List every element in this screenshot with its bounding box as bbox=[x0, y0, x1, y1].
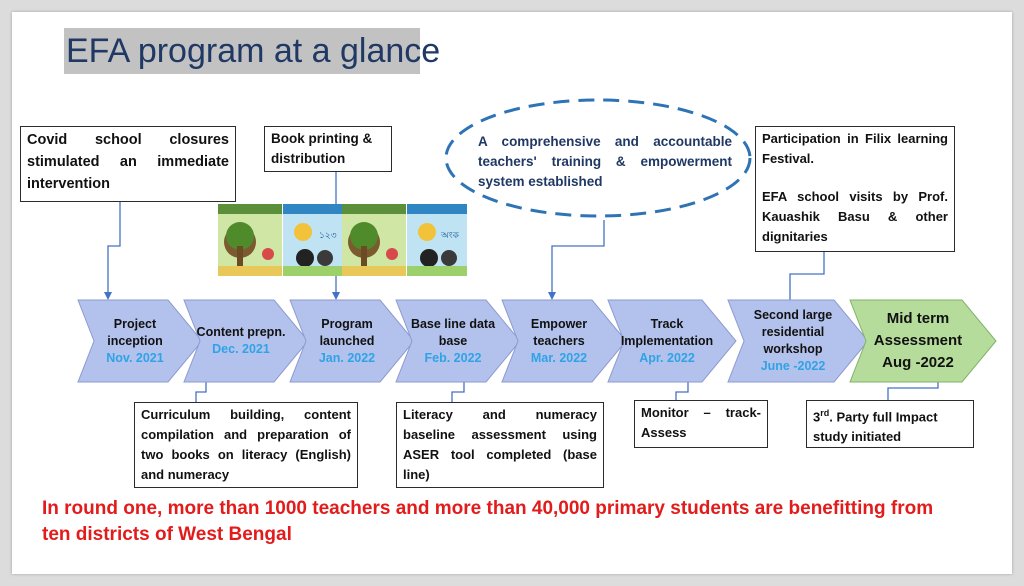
book-cover-english bbox=[342, 204, 406, 276]
note-book-printing: Book printing & distribution bbox=[264, 126, 392, 172]
phase-name: Second large residential workshop bbox=[753, 308, 833, 356]
phase-date: Nov. 2021 bbox=[106, 350, 164, 365]
note-festival: Participation in Filix learning Festival. bbox=[762, 131, 948, 166]
phase-date: June -2022 bbox=[760, 359, 826, 373]
note-teacher-training: A comprehensive and accountable teachers' training & empowerment system established bbox=[478, 134, 732, 189]
phase-label-2 bbox=[196, 324, 286, 358]
note-impact-study-ordinal: 3 bbox=[813, 409, 821, 425]
book-cover-english bbox=[218, 204, 282, 276]
note-curriculum: Curriculum building, content compilation and preparation of two books on literacy (English) and numeracy bbox=[134, 402, 358, 488]
phase-date: Jan. 2022 bbox=[318, 350, 376, 365]
note-covid-closures: Covid school closures stimulated an immediate intervention bbox=[20, 126, 236, 202]
phase-label-6 bbox=[620, 316, 714, 367]
phase-name: Empower teachers bbox=[530, 316, 588, 348]
note-festival-visits bbox=[755, 126, 955, 252]
phase-name: Project inception bbox=[107, 316, 163, 348]
phase-date: Aug -2022 bbox=[882, 354, 954, 371]
book-cover-numeracy bbox=[407, 204, 467, 276]
phase-name: Content prepn. bbox=[196, 325, 286, 339]
svg-text:অংক: অংক bbox=[441, 230, 459, 240]
note-school-visits: EFA school visits by Prof. Kauashik Basu & other dignitaries bbox=[762, 189, 948, 244]
footer-note: In round one, more than 1000 teachers and more than 40,000 primary students are benefitting from ten districts of West Bengal bbox=[42, 498, 934, 545]
book-covers bbox=[218, 204, 467, 276]
connector-covid bbox=[108, 202, 120, 296]
connector-festival bbox=[790, 252, 824, 300]
arrowhead-training bbox=[548, 292, 556, 300]
phase-name: Track Implementation bbox=[620, 316, 714, 348]
phase-name: Program launched bbox=[319, 316, 375, 348]
arrowhead-books bbox=[332, 292, 340, 300]
connector-literacy bbox=[452, 380, 464, 402]
note-monitor: Monitor – track-Assess bbox=[634, 400, 768, 448]
phase-label-3 bbox=[302, 316, 392, 367]
phase-label-7 bbox=[740, 307, 846, 375]
phase-label-4 bbox=[408, 316, 498, 367]
note-impact-study-text: . Party full Impact study initiated bbox=[813, 409, 938, 445]
note-literacy-baseline: Literacy and numeracy baseline assessment using ASER tool completed (base line) bbox=[396, 402, 604, 488]
note-impact-study bbox=[806, 400, 974, 448]
phase-date: Mar. 2022 bbox=[530, 350, 588, 365]
svg-text:১২৩: ১২৩ bbox=[319, 230, 337, 240]
note-impact-study-superscript: rd bbox=[820, 408, 830, 418]
page-title: EFA program at a glance bbox=[64, 28, 420, 74]
phase-label-8 bbox=[862, 308, 974, 374]
book-cover-numeracy bbox=[283, 204, 345, 276]
connector-curriculum bbox=[196, 380, 206, 402]
phase-label-1 bbox=[90, 316, 180, 367]
phase-label-5 bbox=[514, 316, 604, 367]
arrowhead-covid bbox=[104, 292, 112, 300]
connector-monitor bbox=[676, 380, 688, 400]
phase-name: Base line data base bbox=[410, 316, 496, 348]
phase-date: Apr. 2022 bbox=[639, 350, 695, 365]
phase-date: Dec. 2021 bbox=[212, 342, 270, 356]
phase-date: Feb. 2022 bbox=[424, 350, 482, 365]
phase-name: Mid term Assessment bbox=[873, 310, 963, 349]
connector-training bbox=[552, 220, 604, 296]
